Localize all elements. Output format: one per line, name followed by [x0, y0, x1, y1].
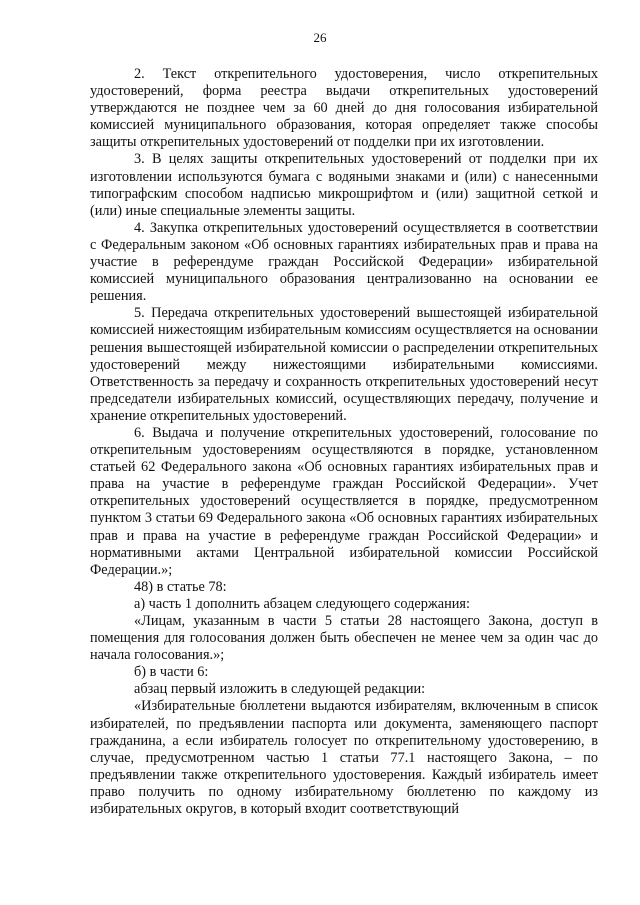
- page-number: 26: [313, 30, 327, 45]
- paragraph-item-5: 5. Передача открепительных удостоверений вышестоящей избирательной комиссией нижестоящим избирательным комиссиям осуществляется на основании решения вышестоящей избирательной комиссии о распределении открепительных удостоверений между нижестоящими избирательными комиссиями. Ответственность за передачу и сохранность открепительных удостоверений несут председатели избирательных комиссий, осуществляющих передачу, получение и хранение открепительных удостоверений.: [90, 305, 598, 424]
- paragraph-first-abzac: абзац первый изложить в следующей редакции:: [134, 681, 426, 698]
- document-body: [90, 66, 598, 818]
- paragraph-item-2: 2. Текст открепительного удостоверения, число открепительных удостоверений, форма реестра выдачи открепительных удостоверений утверждаются не позднее чем за 60 дней до дня голосования избирательной комиссией муниципального образования, которая определяет также способы защиты открепительных удостоверений от подделки при их изготовлении.: [90, 66, 598, 151]
- paragraph-item-6: 6. Выдача и получение открепительных удостоверений, голосование по открепительным удостоверениям осуществляются в порядке, установленном статьей 62 Федерального закона «Об основных гарантиях избирательных прав и права на участие в референдуме граждан Российской Федерации». Учет открепительных удостоверений осуществляется в порядке, предусмотренном пунктом 3 статьи 69 Федерального закона «Об основных гарантиях избирательных прав и права на участие в референдуме граждан Российской Федерации» и нормативными актами Центральной избирательной комиссии Российской Федерации.»;: [90, 424, 598, 578]
- paragraph-quote-ballots: «Избирательные бюллетени выдаются избирателям, включенным в список избирателей, по предъявлении паспорта или документа, заменяющего паспорт гражданина, а если избиратель голосует по открепительному удостоверению, в случае, предусмотренном частью 1 статьи 77.1 настоящего Закона, – по предъявлении также открепительного удостоверения. Каждый избиратель имеет право получить по одному избирательному бюллетеню по каждому из избирательных округов, в который входит соответствующий: [90, 698, 598, 818]
- paragraph-item-3: 3. В целях защиты открепительных удостоверений от подделки при их изготовлении используются бумага с водяными знаками и (или) с нанесенными типографским способом надписью микрошрифтом и (или) защитной сеткой и (или) иные специальные элементы защиты.: [90, 151, 598, 219]
- paragraph-quote-access: «Лицам, указанным в части 5 статьи 28 настоящего Закона, доступ в помещения для голосования должен быть обеспечен не менее чем за один час до начала голосования.»;: [90, 613, 598, 664]
- paragraph-part-6: б) в части 6:: [134, 664, 209, 681]
- paragraph-part-1: а) часть 1 дополнить абзацем следующего содержания:: [134, 595, 470, 612]
- paragraph-article-78: 48) в статье 78:: [134, 578, 227, 595]
- paragraph-item-4: 4. Закупка открепительных удостоверений осуществляется в соответствии с Федеральным законом «Об основных гарантиях избирательных прав и права на участие в референдуме граждан Российской Федерации» избирательной комиссией муниципального образования централизованно на основании ее решения.: [90, 219, 598, 305]
